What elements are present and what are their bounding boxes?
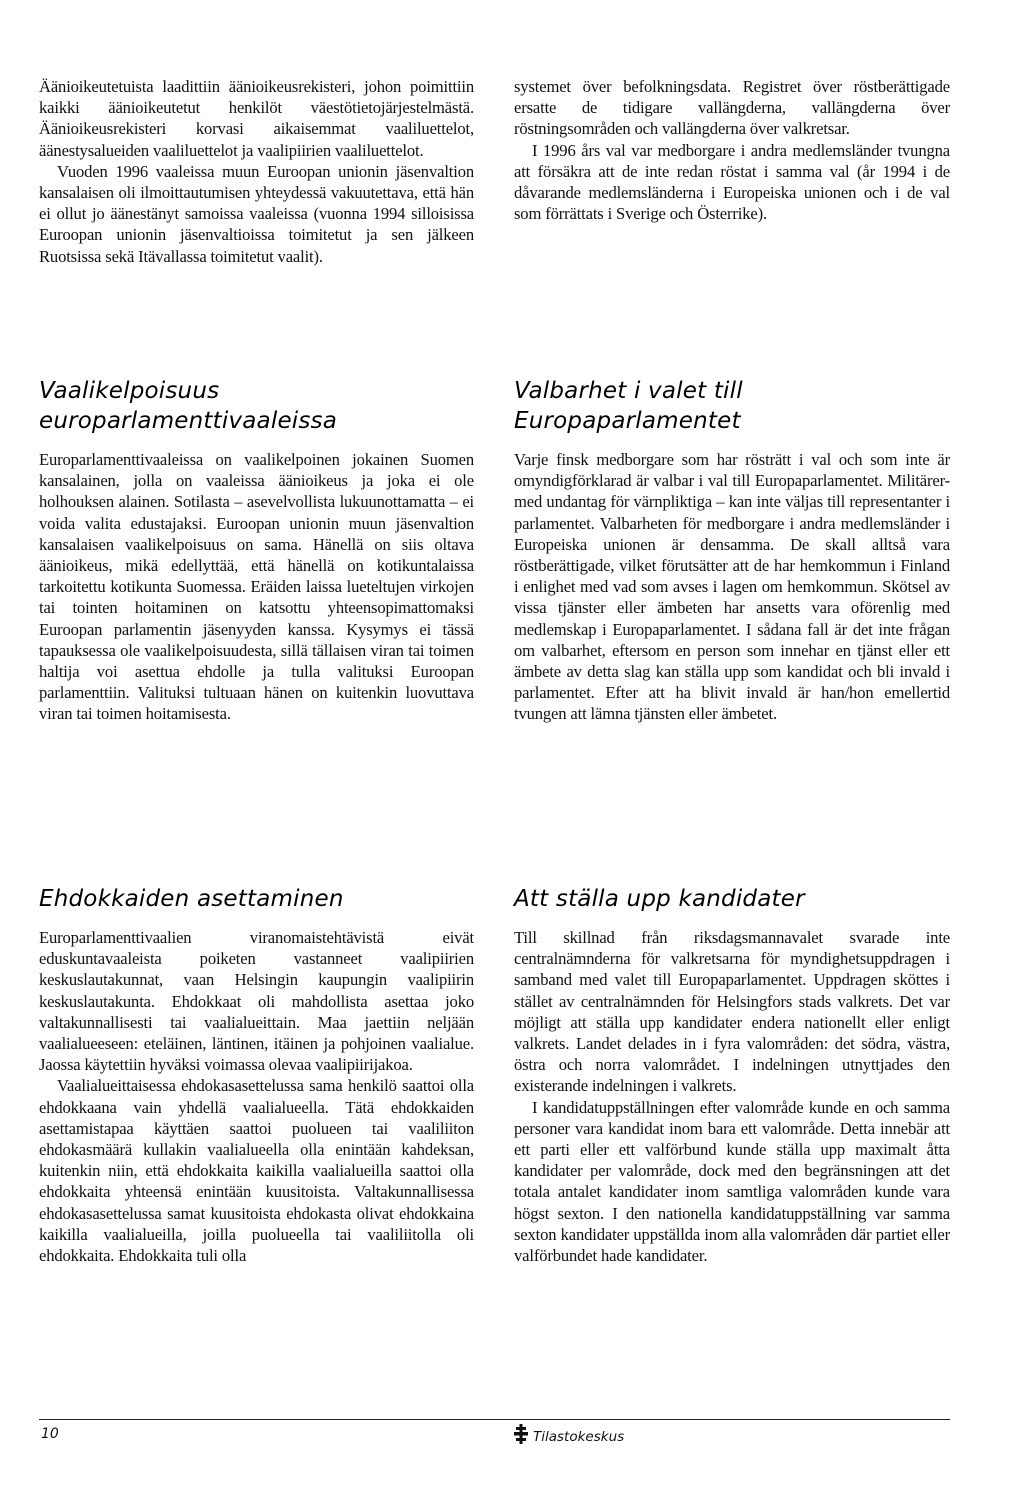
top-section-sv [514, 76, 950, 224]
eligibility-section-fi [39, 376, 474, 725]
paragraph: Vuoden 1996 vaaleissa muun Euroopan unionin jäsenvaltion kansalaisen oli ilmoittautumisen yhteydessä vakuutettava, että hän ei ollut jo äänestänyt samoissa vaaleissa (vuonna 1994 silloisissa Euroopan unionin jäsenvaltioissa toimitetut ja sen jälkeen Ruotsissa sekä Itävallassa toimitetut vaalit). [39, 161, 474, 266]
paragraph: Till skillnad från riksdagsmannavalet svarade inte centralnämnderna för valkretsarna för myndighetsuppdragen i samband med valet till Europaparlamentet. Uppdragen sköttes i stället av centralnämnden för Helsingfors stads valkrets. Det var möjligt att ställa upp kandidater endera nationellt eller enligt valkrets. Landet delades in i fyra valområden: det södra, västra, östra och norra valområdet. I indelningen utnyttjades den existerande indelningen i valkrets. [514, 928, 950, 1096]
heading-line: Vaalikelpoisuus [39, 378, 220, 404]
paragraph: I kandidatuppställningen efter valområde kunde en och samma personer vara kandidat inom bara ett valområde. Detta innebär att ett parti eller ett valförbund kunde ställa upp maximalt åtta kandidater per valområde, dock med den begränsningen att det totala antalet kandidater inom samtliga valområden kunde vara högst sexton. I den nationella kandidatuppställning var samma sexton kandidater uppställda inom alla valområden där partiet eller valförbundet hade kandidater. [514, 1097, 950, 1266]
paragraph: Äänioikeutetuista laadittiin äänioikeusrekisteri, johon poimittiin kaikki äänioikeutetut henkilöt väestötietojärjestelmästä. Äänioikeusrekisteri korvasi aikaisemmat vaaliluettelot, äänestysalueiden vaaliluettelot ja vaalipiirien vaaliluettelot. [39, 77, 474, 160]
paragraph: Vaalialueittaisessa ehdokasasettelussa sama henkilö saattoi olla ehdokkaana vain yhdellä vaalialueella. Tätä ehdokkaiden asettamistapaa käyttäen saattoi puolueen tai vaaliliiton ehdokasmäärä kullakin vaalialueella olla enintään kahdeksan, kuitenkin niin, että ehdokkaita kaikilla vaalialueilla saattoi olla ehdokkaita yhteensä enintään kuusitoista. Valtakunnallisessa ehdokasasettelussa samat kuusitoista ehdokasta olivat ehdokkaina kaikilla vaalialueilla, joilla puolueella tai vaaliliitolla oli ehdokkaita. Ehdokkaita tuli olla [39, 1076, 474, 1266]
section-heading: Att ställa upp kandidater [514, 886, 805, 912]
paragraph: Varje finsk medborgare som har rösträtt i val och som inte är omyndigförklarad är valbar i val till Europaparlamentet. Militärer- med undantag för värnpliktiga – kan inte väljas till representanter i parlamentet. Valbarheten för medborgare i andra medlemsländer i Europeiska unionen är densamma. De skall alltså vara röstberättigade, vilket förutsätter att de har hemkommun i Finland i enlighet med vad som avses i lagen om hemkommun. Skötsel av vissa tjänster eller ämbeten har ansetts vara oförenlig med medlemskap i Europaparlamentet. I sådana fall är det inte frågan om valbarhet, eftersom en person som innehar en tjänst eller ett ämbete av detta slag kan ställa upp som kandidat och bli invald i parlamentet. Efter att ha blivit invald är han/hon emellertid tvungen att lämna tjänsten eller ämbetet. [514, 450, 950, 724]
heading-line: Europaparlamentet [514, 408, 741, 434]
statistics-finland-logo-icon [514, 1424, 528, 1449]
candidates-section-fi [39, 884, 474, 1266]
paragraph: systemet över befolkningsdata. Registret över röstberättigade ersatte de tidigare vallängderna, vallängderna över röstningsområden och vallängderna över valkretsar. [514, 77, 950, 139]
heading-line: Valbarhet i valet till [514, 378, 743, 404]
paragraph: Europarlamenttivaaleissa on vaalikelpoinen jokainen Suomen kansalainen, jolla on vaaleissa äänioikeus ja joka ei ole holhouksen alainen. Sotilasta – asevelvollista lukuunottamatta – ei voida valita edustajaksi. Euroopan unionin muun jäsenvaltion kansalaisen vaalikelpoisuus on sama. Hänellä on siis oltava äänioikeus, mikä edellyttää, että hänellä on kotikuntalaissa tarkoitettu kotikunta Suomessa. Eräiden laissa lueteltujen virkojen tai tointen hoitaminen on katsottu yhteensopimattomaksi Euroopan parlamentin jäsenyyden kanssa. Kysymys ei tässä tapauksessa ole vaalikelpoisuudesta, sillä tällaisen viran tai toimen haltija voi asettua ehdolle ja tulla valituksi Euroopan parlamenttiin. Valituksi tultuaan hänen on kuitenkin luovuttava viran tai toimen hoitamisesta. [39, 450, 474, 724]
section-heading [514, 376, 950, 436]
footer-divider [39, 1419, 950, 1420]
top-section-fi [39, 76, 474, 267]
paragraph: I 1996 års val var medborgare i andra medlemsländer tvungna att försäkra att de inte redan röstat i samma val (år 1994 i de dåvarande medlemsländerna i Europeiska unionen och i de val som förrättats i Sverige och Österrike). [514, 140, 950, 224]
heading-line: europarlamenttivaaleissa [39, 408, 338, 434]
publisher [514, 1424, 624, 1449]
candidates-section-sv [514, 884, 950, 1266]
publisher-name: Tilastokeskus [533, 1428, 625, 1445]
page-number: 10 [41, 1426, 59, 1442]
section-heading: Ehdokkaiden asettaminen [39, 886, 344, 912]
section-heading [39, 376, 474, 436]
eligibility-section-sv [514, 376, 950, 725]
paragraph: Europarlamenttivaalien viranomaistehtävistä eivät eduskuntavaaleista poiketen vastanneet vaalipiirien keskuslautakunnat, vaan Helsingin kaupungin vaalipiirin keskuslautakunta. Ehdokkaat oli mahdollista asettaa joko valtakunnallisesti tai vaalialueittain. Maa jaettiin neljään vaalialueeseen: eteläinen, läntinen, itäinen ja pohjoinen vaalialue. Jaossa käytettiin hyväksi voimassa olevaa vaalipiirijakoa. [39, 928, 474, 1075]
